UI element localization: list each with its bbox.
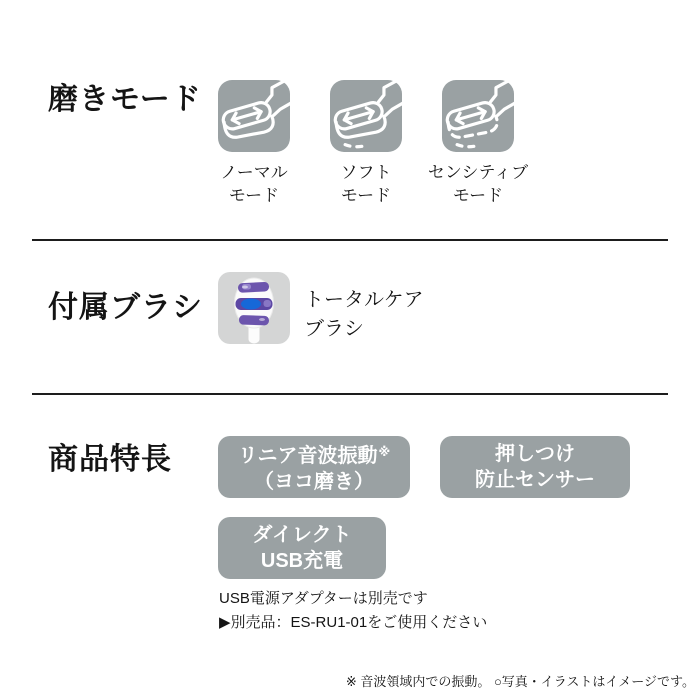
footnote: ※ 音波領域内での振動。 ○写真・イラストはイメージです。 (345, 674, 695, 689)
brush-section-heading: 付属ブラシ (48, 291, 203, 324)
total-care-brush-photo (218, 272, 290, 344)
brush-vibration-sensitive-icon (442, 80, 514, 152)
modes-section-heading: 磨きモード (48, 83, 202, 116)
mode-label-sensitive: センシティブ モード (427, 163, 529, 205)
mode-label-soft: ソフト モード (340, 163, 392, 205)
feature-badge-linear-sonic: リニア音波振動※ （ヨコ磨き） (218, 436, 410, 498)
section-divider (32, 393, 668, 395)
mode-item-sensitive (427, 80, 529, 207)
brush-vibration-soft-icon (330, 80, 402, 152)
usb-adapter-note: USB電源アダプターは別売です (219, 590, 428, 607)
mode-label-normal: ノーマル モード (220, 163, 288, 205)
mode-item-normal (218, 80, 290, 207)
sold-separately-note: ▶別売品：ES-RU1-01をご使用ください (219, 614, 488, 631)
mode-item-soft (330, 80, 402, 207)
brush-label: トータルケア ブラシ (304, 289, 424, 340)
reference-mark: ※ (378, 445, 391, 459)
feature-badge-direct-usb: ダイレクト USB充電 (218, 517, 386, 579)
features-section-heading: 商品特長 (48, 443, 172, 476)
feature-badge-pressure-sensor: 押しつけ 防止センサー (440, 436, 630, 498)
brush-vibration-normal-icon (218, 80, 290, 152)
modes-row (218, 80, 529, 207)
section-divider (32, 239, 668, 241)
